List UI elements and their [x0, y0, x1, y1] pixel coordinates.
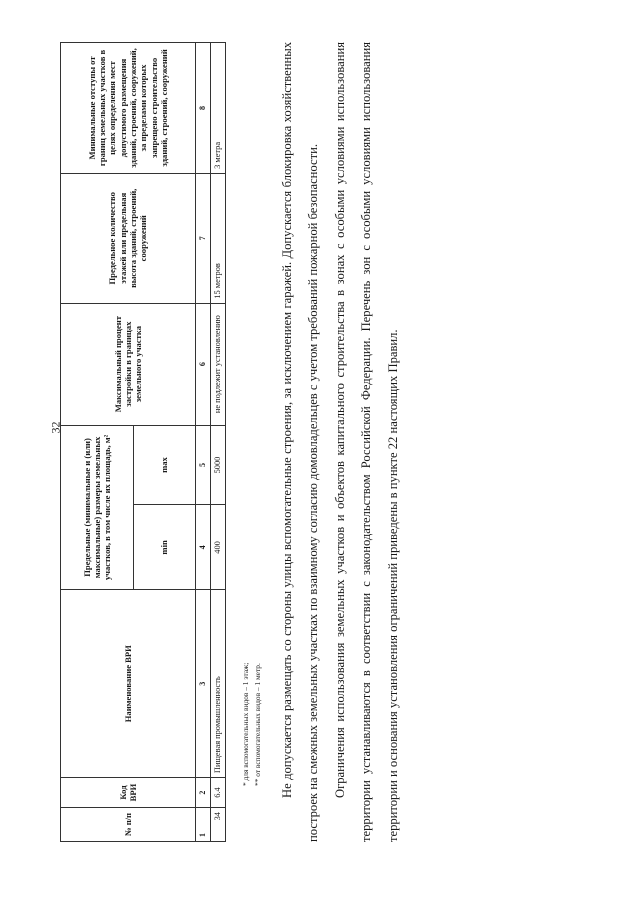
table-row — [210, 43, 225, 842]
column-number: 8 — [196, 43, 211, 174]
column-number: 6 — [196, 303, 211, 425]
footnote: * для вспомогательных видов – 1 этаж; — [241, 662, 250, 786]
cell-setback: 3 метра — [210, 43, 225, 174]
header-area-max: max — [134, 425, 196, 505]
cell-area-min: 400 — [210, 505, 225, 590]
column-number: 3 — [196, 590, 211, 778]
cell-area-max: 5000 — [210, 425, 225, 505]
page-number: 32 — [48, 421, 63, 434]
cell-name: Пищевая промышленность — [210, 590, 225, 778]
header-height: Предельное количество этажей или предельная высота зданий, строений, сооружений — [61, 173, 196, 303]
column-number-row — [196, 43, 211, 842]
header-name: Наименование ВРИ — [61, 590, 196, 778]
zoning-parameters-table — [60, 42, 226, 842]
column-number: 5 — [196, 425, 211, 505]
cell-height: 15 метров — [210, 173, 225, 303]
column-number: 2 — [196, 778, 211, 808]
table-header-row — [61, 43, 134, 842]
header-code: Код ВРИ — [61, 778, 196, 808]
column-number: 7 — [196, 173, 211, 303]
table-footnotes — [240, 663, 264, 786]
cell-num: 34 — [210, 808, 225, 842]
header-coverage: Максимальный процент застройки в границах земельного участка — [61, 303, 196, 425]
paragraph: Ограничения использования земельных участков и объектов капитального строительства в зонах с особыми условиями использования территории устанавливаются в соответствии с законодательством Российской Федерации. Перечень зон с особыми условиями использования территории и основания установления ограничений приведены в пункте 22 настоящих Правил. — [332, 42, 400, 842]
header-num: № п/п — [61, 808, 196, 842]
footnote: ** от вспомогательных видов – 1 метр. — [253, 663, 262, 786]
header-area-min: min — [134, 505, 196, 590]
cell-code: 6.4 — [210, 778, 225, 808]
body-text — [274, 42, 406, 842]
column-number: 1 — [196, 808, 211, 842]
cell-coverage: не подлежит установлению — [210, 303, 225, 425]
rotated-page-content — [60, 42, 600, 842]
header-area-group: Предельные (минимальные и (или) максимальные) размеры земельных участков, в том числе их площадь, м² — [61, 425, 134, 590]
column-number: 4 — [196, 505, 211, 590]
paragraph: Не допускается размещать со стороны улицы вспомогательные строения, за исключением гаражей. Допускается блокировка хозяйственных построек на смежных земельных участках по взаимному согласию домовладельцев с учетом требований пожарной безопасности. — [280, 42, 321, 842]
header-setback: Минимальные отступы от границ земельных участков в целях определения мест допустимого размещения зданий, строений, сооружений, за пределами которых запрещено строительство зданий, строений, сооружений — [61, 43, 196, 174]
